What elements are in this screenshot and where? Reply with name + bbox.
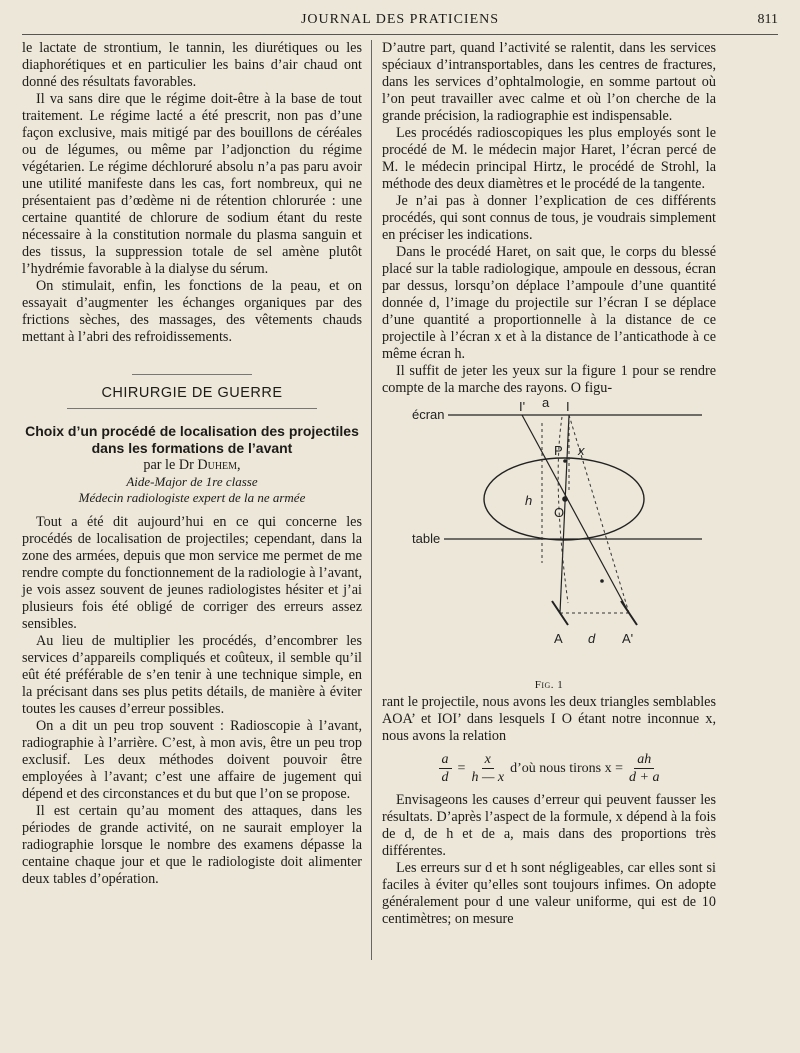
formula-text: d’où nous tirons x = <box>510 761 624 776</box>
equals-sign: = <box>457 761 466 776</box>
paragraph: le lactate de strontium, le tannin, les diurétiques ou les diaphorétiques et en particulier les bains d’air chaud ont donné des résultats favorables. <box>22 40 362 90</box>
numerator: x <box>482 751 494 769</box>
paragraph: Les procédés radioscopiques les plus employés sont le procédé de M. le médecin major Haret, l’écran percé de M. le médecin principal Hirtz, le procédé de Strohl, la méthode des deux diamètres et le procédé de la tangente. <box>382 125 716 192</box>
fraction <box>471 751 504 786</box>
paragraph: Les erreurs sur d et h sont négligeables, car elles sont si faciles à éviter qu’elles sont toujours infimes. On adopte généralement pour d une valeur uniforme, qui est de 10 centimètres; on mesure <box>382 860 716 927</box>
fraction <box>629 751 659 786</box>
page-number: 811 <box>757 12 778 27</box>
figure-1 <box>382 395 716 673</box>
column-divider <box>371 40 372 960</box>
numerator: a <box>439 751 452 769</box>
paragraph: Au lieu de multiplier les procédés, d’encombrer les services d’appareils compliqués et coûteux, il semble qu’il eût été préférable de s’en tenir à une technique simple, en la précisant dans ses plus petits détails, de manière à éviter toutes les causes d’erreur possibles. <box>22 633 362 717</box>
paragraph: Il est certain qu’au moment des attaques, dans les périodes de grande activité, on ne saurait employer la radiographie lorsque le nombre des examens dépasse la centaine chaque jour et que le radiologiste doit alimenter deux tables d’opération. <box>22 803 362 887</box>
paragraph: rant le projectile, nous avons les deux triangles semblables AOA’ et IOI’ dans lesquels I O étant notre inconnue x, nous avons la relation <box>382 694 716 744</box>
label-d: d <box>588 631 596 646</box>
projectile-dot <box>562 496 568 502</box>
paragraph: D’autre part, quand l’activité se ralentit, dans les services spéciaux d’intransportables, dans les centres de fractures, dans les services d’ophtalmologie, en somme partout où l’on peut travailler avec calme et où l’on cherche de la grande précision, la radiographie est indispensable. <box>382 40 716 124</box>
label-p: P <box>554 443 563 458</box>
paragraph: On a dit un peu trop souvent : Radioscopie à l’avant, radiographie à l’arrière. C’est, à mon avis, être un peu trop exclusif. Les deux méthodes doivent pouvoir être employées à l’avant; c’est une affaire de jugement qui dépend et des circonstances et du but que l’on se propose. <box>22 718 362 802</box>
paragraph: Il suffit de jeter les yeux sur la figure 1 pour se rendre compte de la marche des rayons. O figu- <box>382 363 716 396</box>
label-h: h <box>525 493 533 508</box>
author-role: Médecin radiologiste expert de la ne armée <box>78 490 306 505</box>
header-rule <box>22 34 778 35</box>
fraction <box>439 751 452 786</box>
label-o: O <box>554 505 565 520</box>
journal-title: JOURNAL DES PRATICIENS <box>300 12 500 27</box>
ray-diagram <box>382 395 716 673</box>
numerator: ah <box>634 751 654 769</box>
byline-prefix: par le Dr <box>143 457 194 473</box>
right-column <box>382 40 716 928</box>
label-a-prime: A' <box>622 631 634 646</box>
formula <box>382 751 716 786</box>
label-i-prime: I' <box>519 399 526 414</box>
paragraph: Tout a été dit aujourd’hui en ce qui concerne les procédés de localisation de projectiles; cependant, dans la zone des armées, depuis que mon service me permet de me rendre compte du fonctionnement de la radiologie à l’avant, je vois assez souvent de jeunes radiologistes hésiter et j’ai plusieurs fois été obligé de corriger des erreurs assez sensibles. <box>22 514 362 632</box>
article-title: Choix d’un procédé de localisation des projectiles dans les formations de l’avant <box>25 423 359 456</box>
p-dot <box>563 459 567 463</box>
paragraph: Dans le procédé Haret, on sait que, le corps du blessé placé sur la table radiologique, ampoule en dessous, écran par dessus, lorsqu’on déplace l’ampoule d’une quantité donnée d, l’image du projectile sur l’écran I se déplace d’une quantité a proportionnelle à la distance de ce projectile à l’écran x et à la distance de l’anticathode à ce même écran h. <box>382 244 716 362</box>
denominator: h — x <box>471 770 505 785</box>
author-name: Duhem, <box>197 457 241 473</box>
author-role: Aide-Major de 1re classe <box>126 474 258 489</box>
left-column <box>22 40 362 888</box>
label-a-bottom: A <box>554 631 563 646</box>
label-ecran: écran <box>412 407 445 422</box>
byline <box>22 457 362 474</box>
tube-right <box>621 601 637 625</box>
ray-to-a-prime <box>522 415 629 613</box>
denominator: d + a <box>629 770 660 785</box>
label-i: I <box>566 399 570 414</box>
label-a: a <box>542 395 550 410</box>
paragraph: Je n’ai pas à donner l’explication de ces différents procédés, qui sont connus de tous, je voudrais simplement en préciser les indications. <box>382 193 716 243</box>
section-heading: CHIRURGIE DE GUERRE <box>101 385 283 401</box>
paragraph: On stimulait, enfin, les fonctions de la peau, et on essayait d’augmenter les échanges organiques par des frictions sèches, des massages, des vêtements chauds mettant à l’abri des refroidissements. <box>22 278 362 345</box>
aux-dot <box>600 579 604 583</box>
label-x: x <box>578 443 585 458</box>
figure-caption: Fig. 1 <box>534 679 564 691</box>
paragraph: Il va sans dire que le régime doit-être à la base de tout traitement. Le régime lacté a été prescrit, non pas d’une façon exclusive, mais mitigé par des bouillons de céréales ou de légumes, ou même par l’adjonction du régime végétarien. Le régime déchloruré absolu n’a pas paru avoir une utilité manifeste dans les cas, fort nombreux, qui ne présentaient pas d’œdème ni de rétention chlorurée : une certaine quantité de chlorure de sodium étant du reste nécessaire à la constitution normale du plasma sanguin et des tissus, la suppression totale de sel amène plutôt l’hydrémie favorable à la dialyse du sérum. <box>22 91 362 277</box>
paragraph: Envisageons les causes d’erreur qui peuvent fausser les résultats. D’après l’aspect de la formule, x dépend à la fois de d, de h et de a, mais dans des proportions très différentes. <box>382 792 716 859</box>
running-header <box>0 10 800 32</box>
label-table: table <box>412 531 441 546</box>
denominator: d <box>441 770 449 785</box>
